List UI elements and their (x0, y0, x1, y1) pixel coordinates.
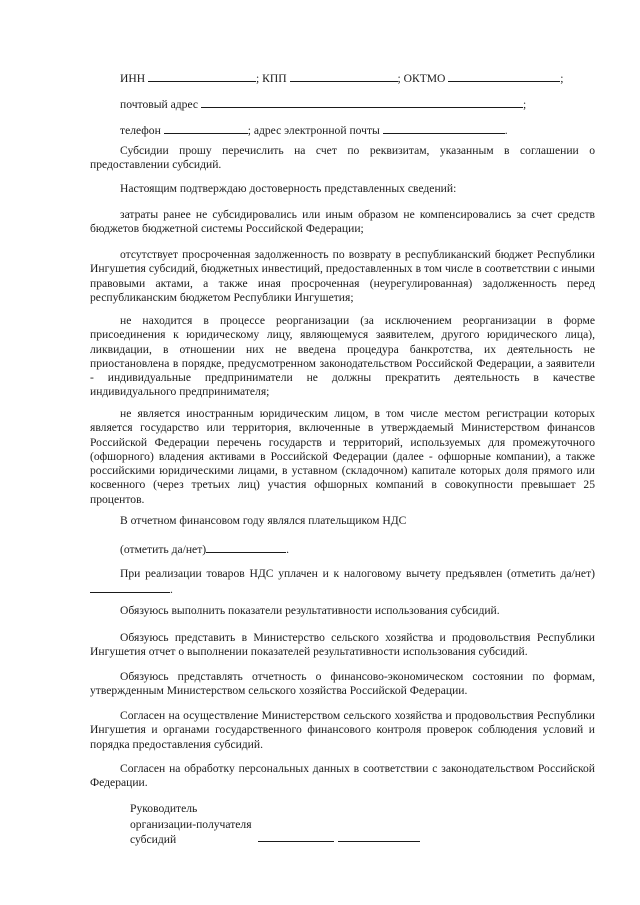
vat-payer-field[interactable] (206, 541, 286, 553)
paragraph-financial-reporting: Обязуюсь представлять отчетность о финансово-экономическом состоянии по формам, утвержденным Министерством сельского хозяйства Российской Федерации. (90, 670, 595, 698)
signature-role-line3: субсидий (130, 833, 177, 846)
paragraph-no-debt: отсутствует просроченная задолженность по возврату в республиканский бюджет Республики Ингушетия субсидий, бюджетных инвестиций, предоставленных в том числе в соответствии с иными правовыми актами, а также иная просроченная (неурегулированная) задолженность перед республиканским бюджетом Республики Ингушетия; (90, 248, 595, 304)
postal-address-field[interactable] (201, 96, 523, 108)
vat-mark-line (120, 541, 289, 557)
signature-block (130, 801, 252, 848)
paragraph-vat-payer: В отчетном финансовом году являлся плательщиком НДС (120, 514, 407, 527)
email-label: ; адрес электронной почты (247, 124, 380, 137)
contacts-line (120, 122, 508, 138)
vat-deduction-field[interactable] (90, 581, 170, 593)
inn-field[interactable] (148, 70, 256, 82)
contacts-end: . (504, 124, 508, 137)
vat-deduction-end: . (170, 583, 173, 597)
paragraph-personal-data: Согласен на обработку персональных данных в соответствии с законодательством Российской Федерации. (90, 762, 595, 790)
vat-mark-end: . (286, 543, 290, 556)
paragraph-performance: Обязуюсь выполнить показатели результативности использования субсидий. (120, 604, 500, 617)
oktmo-label: ; ОКТМО (397, 72, 446, 85)
paragraph-confirmation: Настоящим подтверждаю достоверность представленных сведений: (120, 182, 457, 195)
inn-label: ИНН (120, 72, 146, 85)
vat-mark-label: (отметить да/нет) (120, 543, 207, 556)
paragraph-report: Обязуюсь представить в Министерство сельского хозяйства и продовольствия Республики Ингушетия отчет о выполнении показателей результативности использования субсидий. (90, 631, 595, 659)
paragraph-inspection-consent: Согласен на осуществление Министерством сельского хозяйства и продовольствия Республики Ингушетия и органами государственного финансового контроля проверок соблюдения условий и порядка предоставления субсидий. (90, 709, 595, 751)
paragraph-subsidy-transfer: Субсидии прошу перечислить на счет по реквизитам, указанным в соглашении о предоставлении субсидий. (90, 144, 595, 172)
kpp-field[interactable] (290, 70, 398, 82)
postal-address-line (120, 96, 526, 112)
postal-label: почтовый адрес (120, 98, 199, 111)
phone-label: телефон (120, 124, 161, 137)
paragraph-costs: затраты ранее не субсидировались или иным образом не компенсировались за счет средств бюджетов бюджетной системы Российской Федерации; (90, 208, 595, 236)
postal-sep: ; (522, 98, 527, 111)
signature-name-field[interactable] (338, 841, 420, 842)
phone-field[interactable] (164, 122, 248, 134)
paragraph-vat-deduction: При реализации товаров НДС уплачен и к налоговому вычету предъявлен (отметить да/нет) . (90, 567, 595, 598)
oktmo-sep: ; (560, 72, 564, 85)
signature-field[interactable] (258, 841, 334, 842)
oktmo-field[interactable] (448, 70, 560, 82)
signature-role-line2: организации-получателя (130, 817, 252, 831)
paragraph-no-reorganization: не находится в процессе реорганизации (за исключением реорганизации в форме присоединения к юридическому лицу, являющемуся заявителем, другого юридического лица), ликвидации, в отношении них не введена процедура банкротства, их деятельность не приостановлена в порядке, предусмотренном законодательством Российской Федерации, а заявители - индивидуальные предприниматели не должны прекратить деятельность в качестве индивидуального предпринимателя; (90, 314, 595, 399)
kpp-label: ; КПП (256, 72, 287, 85)
email-field[interactable] (383, 122, 505, 134)
inn-kpp-oktmo-line (120, 70, 564, 86)
paragraph-not-foreign: не является иностранным юридическим лицом, в том числе местом регистрации которых является государство или территория, включенные в утверждаемый Министерством финансов Российской Федерации перечень государств и территорий, используемых для промежуточного (офшорного) владения активами в Российской Федерации (далее - офшорные компании), а также российскими юридическими лицами, в уставном (складочном) капитале которых доля прямого или косвенного (через третьих лиц) участия офшорных компаний в совокупности превышает 25 процентов. (90, 407, 595, 506)
signature-role-line1: Руководитель (130, 802, 198, 815)
